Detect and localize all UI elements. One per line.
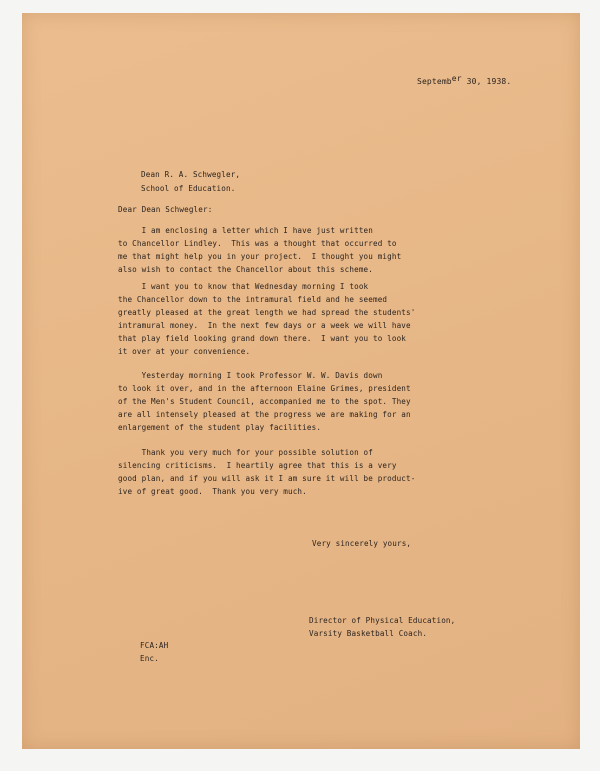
paragraph-line: enlargement of the student play facilities. (118, 423, 322, 432)
paragraph-line: it over at your convenience. (118, 347, 251, 356)
signature-subtitle: Varsity Basketball Coach. (309, 629, 428, 638)
date-prefix: Septemb (417, 77, 452, 86)
letter-date (417, 75, 511, 88)
signature-title: Director of Physical Education, (309, 616, 456, 625)
paragraph-line: Yesterday morning I took Professor W. W. Davis down (118, 371, 383, 380)
date-suffix: 30, 1938. (461, 77, 512, 86)
enclosure-notation: Enc. (140, 654, 159, 663)
paragraph-line: I am enclosing a letter which I have just written (118, 226, 373, 235)
paragraph-line: greatly pleased at the great length we had spread the students' (118, 308, 416, 317)
paragraph-line: the Chancellor down to the intramural field and he seemed (118, 295, 388, 304)
paragraph-line: me that might help you in your project. I thought you might (118, 252, 402, 261)
paragraph-line: Thank you very much for your possible solution of (118, 448, 373, 457)
letter-page (22, 13, 580, 749)
date-raised: er (451, 74, 462, 83)
recipient-name: Dean R. A. Schwegler, (141, 170, 241, 179)
paragraph-intramural-field (118, 280, 508, 358)
paragraph-enclosure (118, 224, 508, 276)
paragraph-line: good plan, and if you will ask it I am sure it will be product- (118, 474, 416, 483)
paragraph-thanks (118, 446, 508, 498)
paragraph-line: that play field looking grand down there. I want you to look (118, 334, 407, 343)
recipient-department: School of Education. (141, 184, 236, 193)
paragraph-line: also wish to contact the Chancellor about this scheme. (118, 265, 373, 274)
paragraph-line: silencing criticisms. I heartily agree that this is a very (118, 461, 397, 470)
complimentary-close: Very sincerely yours, (312, 539, 412, 548)
paragraph-line: I want you to know that Wednesday morning I took (118, 282, 369, 291)
paragraph-line: ive of great good. Thank you very much. (118, 487, 307, 496)
paragraph-line: of the Men's Student Council, accompanied me to the spot. They (118, 397, 411, 406)
paragraph-visit (118, 369, 508, 434)
paragraph-line: are all intensely pleased at the progress we are making for an (118, 410, 411, 419)
paragraph-line: to look it over, and in the afternoon Elaine Grimes, president (118, 384, 411, 393)
paragraph-line: intramural money. In the next few days or a week we will have (118, 321, 411, 330)
paragraph-line: to Chancellor Lindley. This was a thought that occurred to (118, 239, 397, 248)
reference-initials: FCA:AH (140, 641, 169, 650)
salutation: Dear Dean Schwegler: (118, 205, 213, 214)
